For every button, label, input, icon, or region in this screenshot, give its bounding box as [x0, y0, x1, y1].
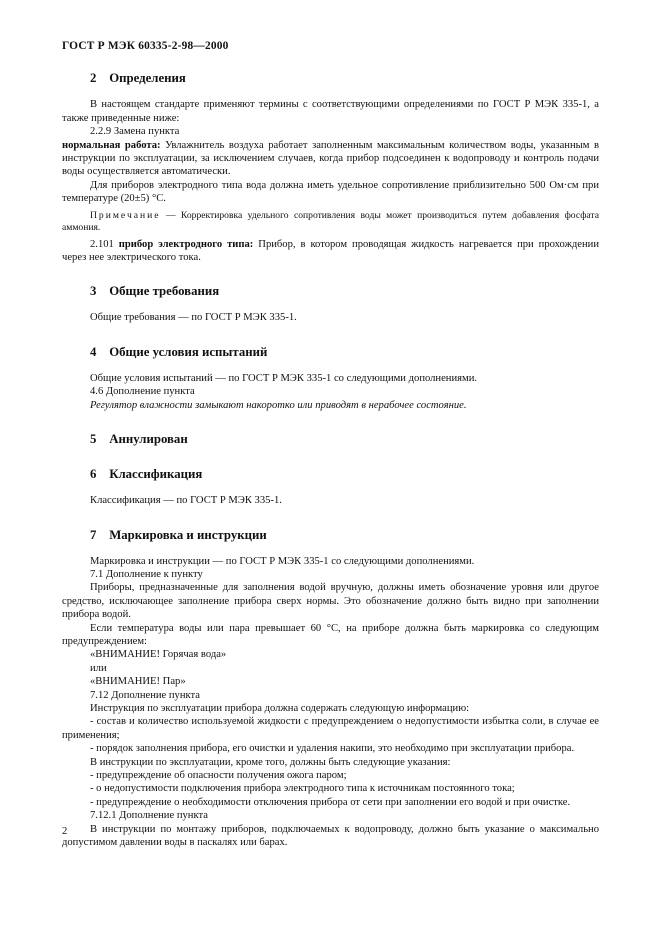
- instructions-paragraph: Инструкция по эксплуатации прибора должна содержать следующую информацию:: [90, 702, 470, 714]
- normal-operation-definition: [62, 139, 599, 179]
- term-electrode-appliance: прибор электродного типа:: [118, 238, 254, 250]
- section-number: 2: [90, 71, 97, 86]
- section-title: Общие требования: [109, 284, 220, 299]
- section-number: 6: [90, 467, 97, 482]
- test-conditions-text: Общие условия испытаний — по ГОСТ Р МЭК 335-1 со следующими дополнениями.: [90, 372, 478, 384]
- warning-hot-water: «ВНИМАНИЕ! Горячая вода»: [90, 649, 227, 661]
- section-title: Классификация: [109, 467, 203, 482]
- marking-text: Маркировка и инструкции — по ГОСТ Р МЭК 335-1 со следующими дополнениями.: [90, 555, 475, 567]
- definitions-intro: В настоящем стандарте применяют термины с соответствующими определениями по ГОСТ Р МЭК 335-1, а также приведенные ниже:: [62, 99, 599, 124]
- clause-7-1: 7.1 Дополнение к пункту: [90, 568, 203, 580]
- section-title: Общие условия испытаний: [109, 344, 268, 359]
- document-header: ГОСТ Р МЭК 60335-2-98—2000: [62, 40, 229, 52]
- page-number: 2: [62, 826, 68, 837]
- clause-2-101: 2.101: [90, 238, 119, 250]
- warning-steam: «ВНИМАНИЕ! Пар»: [90, 676, 186, 688]
- mounting-paragraph: В инструкции по монтажу приборов, подключаемых к водопроводу, должно быть указание о максимально допустимом давлении воды в паскалях или барах.: [62, 823, 599, 849]
- electrode-resistivity-text: Для приборов электродного типа вода должна иметь удельное сопротивление приблизительно 500 Ом·см при температуре (20±5) °С.: [62, 179, 599, 205]
- section-number: 7: [90, 527, 97, 542]
- section-3-heading: [62, 284, 599, 299]
- list-item: - состав и количество используемой жидкости с предупреждением о недопустимости избытка соли, в случае ее применения;: [62, 716, 599, 741]
- list-item: - предупреждение о необходимости отключения прибора от сети при заполнении его водой и при очистке.: [90, 796, 571, 808]
- additional-instructions-paragraph: В инструкции по эксплуатации, кроме того, должны быть следующие указания:: [90, 756, 451, 768]
- section-title: Аннулирован: [109, 432, 188, 447]
- section-number: 3: [90, 284, 97, 299]
- classification-text: Классификация — по ГОСТ Р МЭК 335-1.: [90, 495, 282, 507]
- section-title: Определения: [109, 71, 186, 86]
- clause-2-2-9: 2.2.9 Замена пункта: [90, 126, 180, 138]
- clause-7-12-1: 7.12.1 Дополнение пункта: [90, 810, 208, 822]
- humidity-regulator-text: Регулятор влажности замыкают накоротко или приводят в нерабочее состояние.: [90, 399, 467, 411]
- note-text: — Корректировка удельного сопротивления воды может производиться путем добавления фосфата аммония.: [62, 209, 599, 233]
- note: [62, 210, 599, 234]
- section-5-heading: [62, 432, 599, 447]
- term-normal-operation: нормальная работа:: [62, 139, 161, 151]
- normal-operation-text: Увлажнитель воздуха работает заполненным максимальным количеством воды, указанным в инструкции по эксплуатации, за исключением случаев, когда прибор подсоединен к водопроводу и контроль подачи воды осуществляется автоматически.: [62, 139, 599, 178]
- clause-7-12: 7.12 Дополнение пункта: [90, 689, 200, 701]
- section-number: 5: [90, 432, 97, 447]
- section-number: 4: [90, 344, 97, 359]
- section-7-heading: [62, 528, 599, 543]
- note-label: Примечание: [90, 209, 161, 221]
- general-requirements-text: Общие требования — по ГОСТ Р МЭК 335-1.: [90, 312, 297, 324]
- or-text: или: [90, 662, 107, 674]
- section-2-heading: [62, 71, 599, 86]
- electrode-appliance-text: Прибор, в котором проводящая жидкость нагревается при прохождении через нее электрического тока.: [62, 238, 600, 264]
- fill-level-paragraph: Приборы, предназначенные для заполнения водой вручную, должны иметь обозначение уровня или другое средство, исключающее заполнение прибора сверх нормы. Это обозначение должно быть видно при заполнении прибора водой.: [62, 582, 599, 621]
- section-title: Маркировка и инструкции: [109, 527, 267, 542]
- list-item: - предупреждение об опасности получения ожога паром;: [90, 770, 347, 781]
- humidity-regulator-note: [62, 399, 599, 412]
- document-page: [62, 40, 599, 849]
- list-item: - порядок заполнения прибора, его очистки и удаления накипи, это необходимо при эксплуатации прибора.: [90, 743, 575, 755]
- clause-4-6: 4.6 Дополнение пункта: [90, 386, 195, 398]
- section-6-heading: [62, 467, 599, 482]
- temperature-paragraph: Если температура воды или пара превышает 60 °С, на приборе должна быть маркировка со следующим предупреждением:: [62, 622, 599, 647]
- section-4-heading: [62, 345, 599, 360]
- electrode-appliance-definition: [62, 238, 599, 265]
- list-item: - о недопустимости подключения прибора электродного типа к источникам постоянного тока;: [90, 783, 515, 795]
